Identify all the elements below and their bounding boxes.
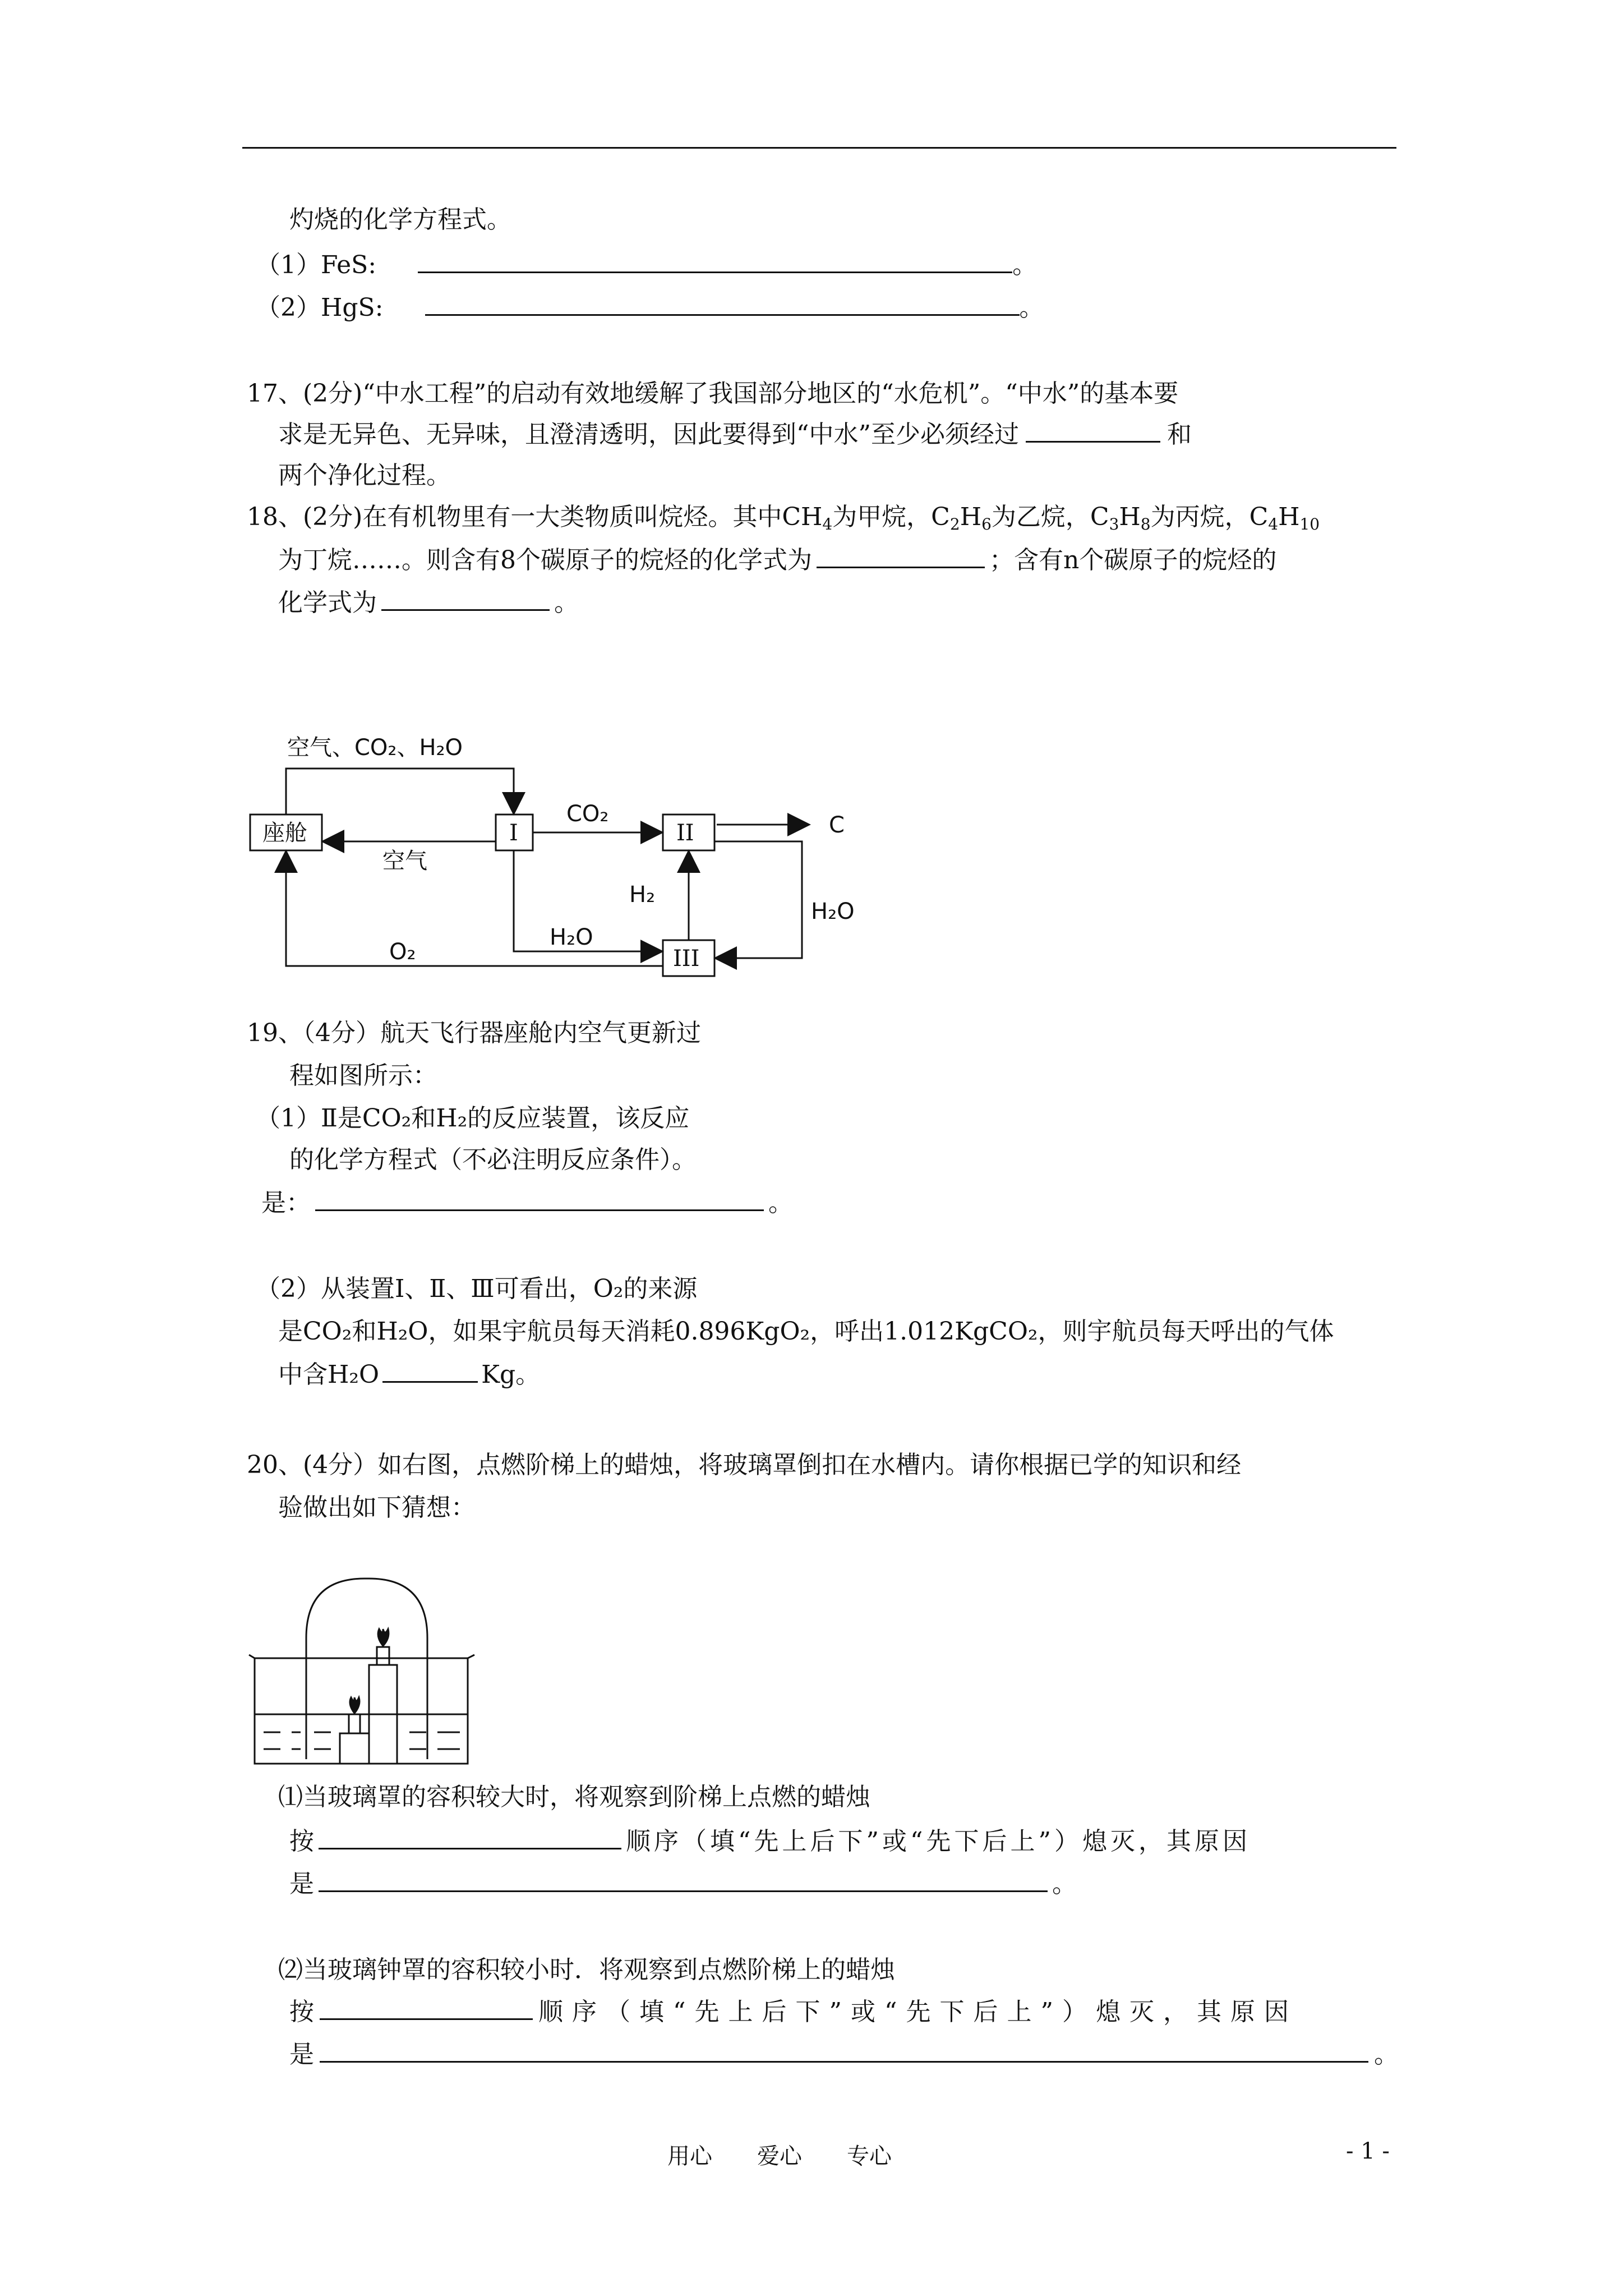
- q20-line2: 验做出如下猜想：: [278, 1493, 476, 1522]
- q19-line7: 是CO₂和H₂O，如果宇航员每天消耗0.896KgO₂，呼出1.012KgCO₂，则宇航员每天呼出的气体: [278, 1317, 1334, 1346]
- q20-part1-line1: ⑴当玻璃罩的容积较大时，将观察到阶梯上点燃的蜡烛: [278, 1783, 870, 1811]
- q20-part2-line2: 按 顺序（填“先上后下”或“先下后上”）熄灭，其原因: [289, 1996, 1298, 2028]
- diagram-top-label: 空气、CO₂、H₂O: [287, 735, 463, 761]
- q16-hgs-label: （2）HgS:: [256, 293, 384, 322]
- cabin-air-diagram: [236, 724, 909, 993]
- q19-equation-blank[interactable]: [315, 1187, 764, 1211]
- q19-mass-blank[interactable]: [382, 1359, 478, 1383]
- diagram-h2-label: H₂: [629, 882, 656, 908]
- q19-line3: （1）Ⅱ是CO₂和H₂的反应装置，该反应: [256, 1104, 690, 1133]
- diagram-h2o-right-label: H₂O: [811, 899, 855, 924]
- footer-motto: 用心 爱心 专心: [667, 2143, 892, 2169]
- q16-fes-answer-blank[interactable]: [418, 249, 1012, 273]
- q16-hgs-answer-blank[interactable]: [425, 292, 1020, 316]
- q20-part1-reason-blank[interactable]: [319, 1868, 1048, 1892]
- diagram-h2o-bottom-label: H₂O: [550, 924, 593, 950]
- q19-line2: 程如图所示：: [289, 1061, 437, 1090]
- diagram-device-3-label: III: [673, 946, 700, 972]
- header-rule: [242, 147, 1396, 149]
- q20-part2-reason-blank[interactable]: [320, 2039, 1368, 2063]
- q16-fes-label: （1）FeS:: [256, 251, 377, 279]
- q18-line1: 18、(2分)在有机物里有一大类物质叫烷烃。其中$CH_4$为甲烷，$C_2H_6$为乙烷，$C_3H_8$为丙烷，$C_4H_{10}$: [247, 503, 1320, 533]
- q19-line6: （2）从装置Ⅰ、Ⅱ、Ⅲ可看出，O₂的来源: [256, 1274, 698, 1303]
- q20-part2-line1: ⑵当玻璃钟罩的容积较小时．将观察到点燃阶梯上的蜡烛: [278, 1955, 895, 1984]
- q18-line3: 化学式为 。: [278, 587, 579, 619]
- q18-answer-blank-1[interactable]: [817, 544, 985, 568]
- q16-fes-line: （1）FeS: 。: [256, 249, 1037, 281]
- diagram-co2-label: CO₂: [566, 801, 609, 827]
- q20-part2-line3: 是 。: [289, 2039, 1399, 2070]
- q17-line2: 求是无异色、无异味，且澄清透明，因此要得到“中水”至少必须经过 和: [278, 418, 1192, 450]
- q19-line5: 是： 。: [261, 1187, 793, 1219]
- q20-part2-order-blank[interactable]: [320, 1996, 533, 2020]
- q17-line3: 两个净化过程。: [278, 461, 451, 490]
- page-number: - 1 -: [1346, 2138, 1390, 2164]
- diagram-cabin-label: 座舱: [262, 820, 307, 846]
- low-candle-flame-icon: [350, 1697, 359, 1713]
- diagram-c-label: C: [829, 812, 845, 838]
- q17-answer-blank[interactable]: [1026, 418, 1160, 443]
- diagram-device-2-label: II: [676, 820, 694, 846]
- q19-line4: 的化学方程式（不必注明反应条件）。: [289, 1145, 697, 1174]
- q20-part1-line3: 是 。: [289, 1868, 1077, 1900]
- diagram-device-1-label: I: [509, 820, 518, 846]
- q18-answer-blank-2[interactable]: [381, 587, 550, 611]
- q18-line2: 为丁烷……。则含有8个碳原子的烷烃的化学式为 ；含有n个碳原子的烷烃的: [278, 544, 1276, 576]
- low-step: [340, 1733, 369, 1764]
- q20-part1-order-blank[interactable]: [319, 1825, 621, 1849]
- q20-line1: 20、(4分）如右图，点燃阶梯上的蜡烛，将玻璃罩倒扣在水槽内。请你根据已学的知识和经: [247, 1451, 1242, 1479]
- high-candle-flame-icon: [378, 1629, 389, 1646]
- q20-part1-line2: 按 顺序（填“先上后下”或“先下后上”）熄灭，其原因: [289, 1825, 1251, 1857]
- diagram-air-label: 空气: [382, 848, 427, 874]
- q19-line8: 中含H₂O Kg。: [278, 1359, 540, 1391]
- water-trough: [249, 1655, 474, 1764]
- high-candle: [377, 1647, 389, 1665]
- diagram-o2-label: O₂: [389, 939, 416, 965]
- q16-hgs-line: （2）HgS: 。: [256, 292, 1044, 324]
- candle-bell-jar-figure: [241, 1571, 499, 1773]
- q16-intro: 灼烧的化学方程式。: [289, 205, 511, 234]
- q19-line1: 19、（4分）航天飞行器座舱内空气更新过: [247, 1019, 701, 1047]
- low-candle: [349, 1714, 360, 1733]
- q17-line1: 17、(2分)“中水工程”的启动有效地缓解了我国部分地区的“水危机”。“中水”的基本要: [247, 379, 1179, 408]
